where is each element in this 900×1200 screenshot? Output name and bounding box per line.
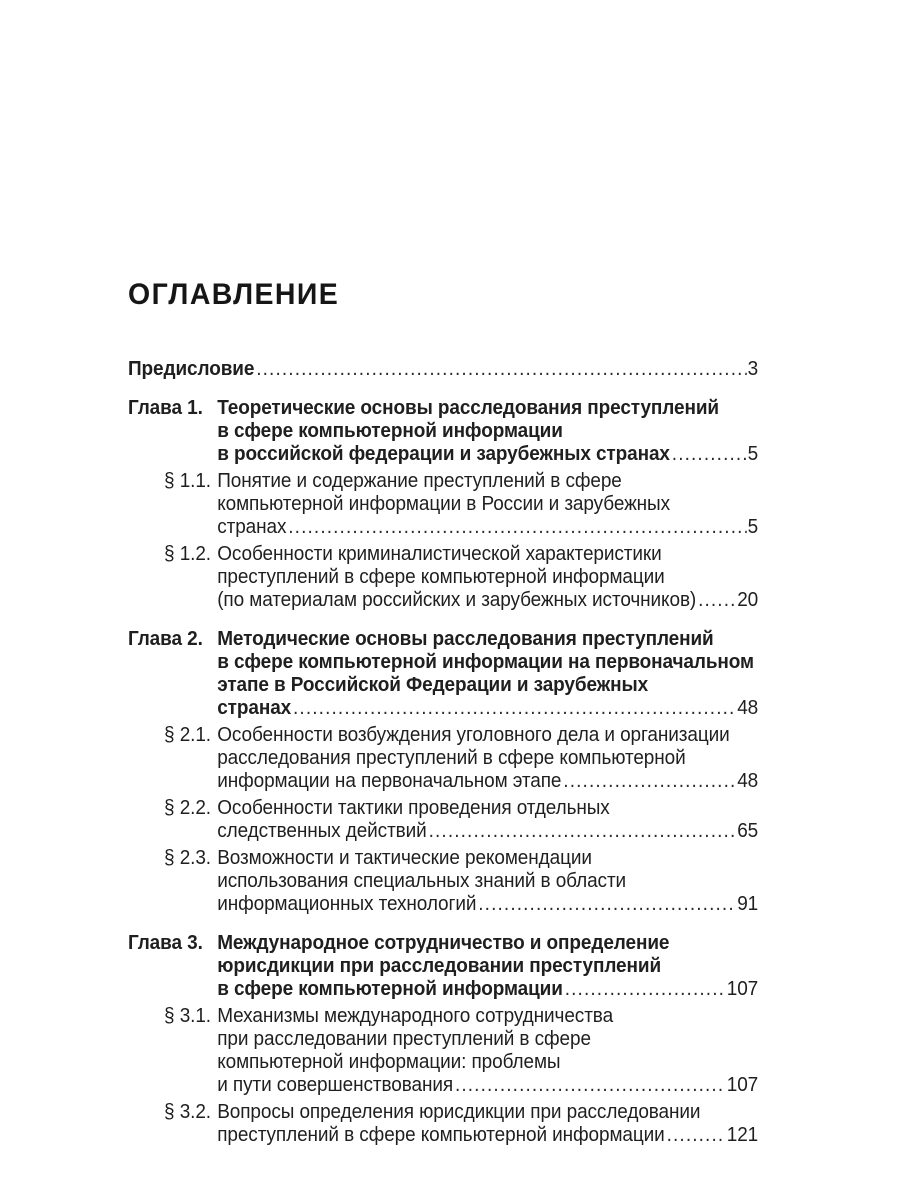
chapter-label: Глава 1. [128,397,203,419]
toc-line: Методические основы расследования преступлений [217,628,714,650]
toc-entry-section-3 [128,543,758,612]
page-number: 121 [726,1124,759,1146]
toc-line: следственных действий [217,820,427,842]
toc-line: компьютерной информации в России и зарубежных [217,493,670,515]
dot-leader [698,589,736,612]
toc-entry-text [217,932,758,1001]
section-label: § 2.3. [164,847,211,869]
toc-line: при расследовании преступлений в сфере [217,1028,591,1050]
toc-line: Вопросы определения юрисдикции при расследовании [217,1101,701,1123]
toc-line: компьютерной информации: проблемы [217,1051,561,1073]
toc-entry-section-9 [128,1005,758,1097]
toc-entry-section-6 [128,797,758,843]
toc-entry-chapter-1 [128,397,758,466]
toc-entry-lastline [217,589,758,612]
toc-entry-lastline [217,516,758,539]
chapter-label: Глава 3. [128,932,203,954]
toc-entry-text [217,797,758,843]
toc-line: странах [217,697,292,719]
page-number: 5 [747,443,759,465]
section-label: § 2.1. [164,724,211,746]
toc-line: Особенности тактики проведения отдельных [217,797,610,819]
dot-leader [256,358,746,381]
section-label: § 2.2. [164,797,211,819]
toc-entry-text [217,847,758,916]
toc-line: этапе в Российской Федерации и зарубежных [217,674,649,696]
toc-line: в российской федерации и зарубежных странах [217,443,670,465]
page-number: 20 [737,589,759,611]
toc-line: (по материалам российских и зарубежных источников) [217,589,697,611]
toc-line: в сфере компьютерной информации на первоначальном [217,651,754,673]
dot-leader [288,516,746,539]
dot-leader [667,1124,726,1147]
dot-leader [672,443,747,466]
toc-entry-lastline [217,697,758,720]
toc-entry-chapter-8 [128,932,758,1001]
page-title: ОГЛАВЛЕНИЕ [128,278,340,311]
page-number: 3 [747,358,759,380]
toc-entries [128,358,758,1147]
toc-entry-lastline [128,358,758,381]
toc-entry-lastline [217,770,758,793]
table-of-contents [128,280,758,1147]
toc-line: Особенности криминалистической характеристики [217,543,662,565]
toc-line: в сфере компьютерной информации [217,978,563,1000]
toc-line: Теоретические основы расследования преступлений [217,397,719,419]
toc-entry-chapter-4 [128,628,758,720]
section-label: § 3.1. [164,1005,211,1027]
toc-entry-lastline [217,893,758,916]
page-number: 107 [726,1074,759,1096]
toc-line: Механизмы международного сотрудничества [217,1005,614,1027]
dot-leader [429,820,737,843]
toc-entry-text [217,1101,758,1147]
section-label: § 1.2. [164,543,211,565]
toc-entry-lastline [217,443,758,466]
toc-entry-lastline [217,1074,758,1097]
toc-line: Международное сотрудничество и определение [217,932,670,954]
toc-line: в сфере компьютерной информации [217,420,563,442]
toc-entry-text [217,397,758,466]
dot-leader [563,770,736,793]
page-number: 107 [726,978,759,1000]
section-label: § 3.2. [164,1101,211,1123]
toc-line: расследования преступлений в сфере компьютерной [217,747,686,769]
toc-entry-text [217,628,758,720]
toc-line: преступлений в сфере компьютерной информации [217,1124,665,1146]
toc-line: Предисловие [128,358,255,380]
page-number: 65 [737,820,759,842]
toc-entry-text [217,1005,758,1097]
toc-entry-preface [128,358,758,381]
toc-line: Возможности и тактические рекомендации [217,847,592,869]
dot-leader [565,978,726,1001]
toc-entry-lastline [217,1124,758,1147]
page-number: 91 [737,893,759,915]
toc-line: юрисдикции при расследовании преступлений [217,955,662,977]
chapter-label: Глава 2. [128,628,203,650]
toc-line: Понятие и содержание преступлений в сфере [217,470,622,492]
toc-line: Особенности возбуждения уголовного дела и организации [217,724,730,746]
toc-entry-text [217,543,758,612]
toc-entry-section-2 [128,470,758,539]
dot-leader [293,697,736,720]
toc-entry-lastline [217,820,758,843]
toc-entry-text [217,724,758,793]
page-number: 48 [737,697,759,719]
toc-entry-text [128,358,758,381]
toc-line: преступлений в сфере компьютерной информации [217,566,665,588]
dot-leader [455,1074,726,1097]
toc-line: информации на первоначальном этапе [217,770,562,792]
toc-line: и пути совершенствования [217,1074,454,1096]
toc-entry-lastline [217,978,758,1001]
toc-entry-section-5 [128,724,758,793]
page-number: 48 [737,770,759,792]
toc-entry-section-7 [128,847,758,916]
toc-line: использования специальных знаний в области [217,870,627,892]
toc-entry-text [217,470,758,539]
toc-line: информационных технологий [217,893,477,915]
toc-line: странах [217,516,287,538]
dot-leader [478,893,736,916]
toc-entry-section-10 [128,1101,758,1147]
page-number: 5 [747,516,759,538]
section-label: § 1.1. [164,470,211,492]
